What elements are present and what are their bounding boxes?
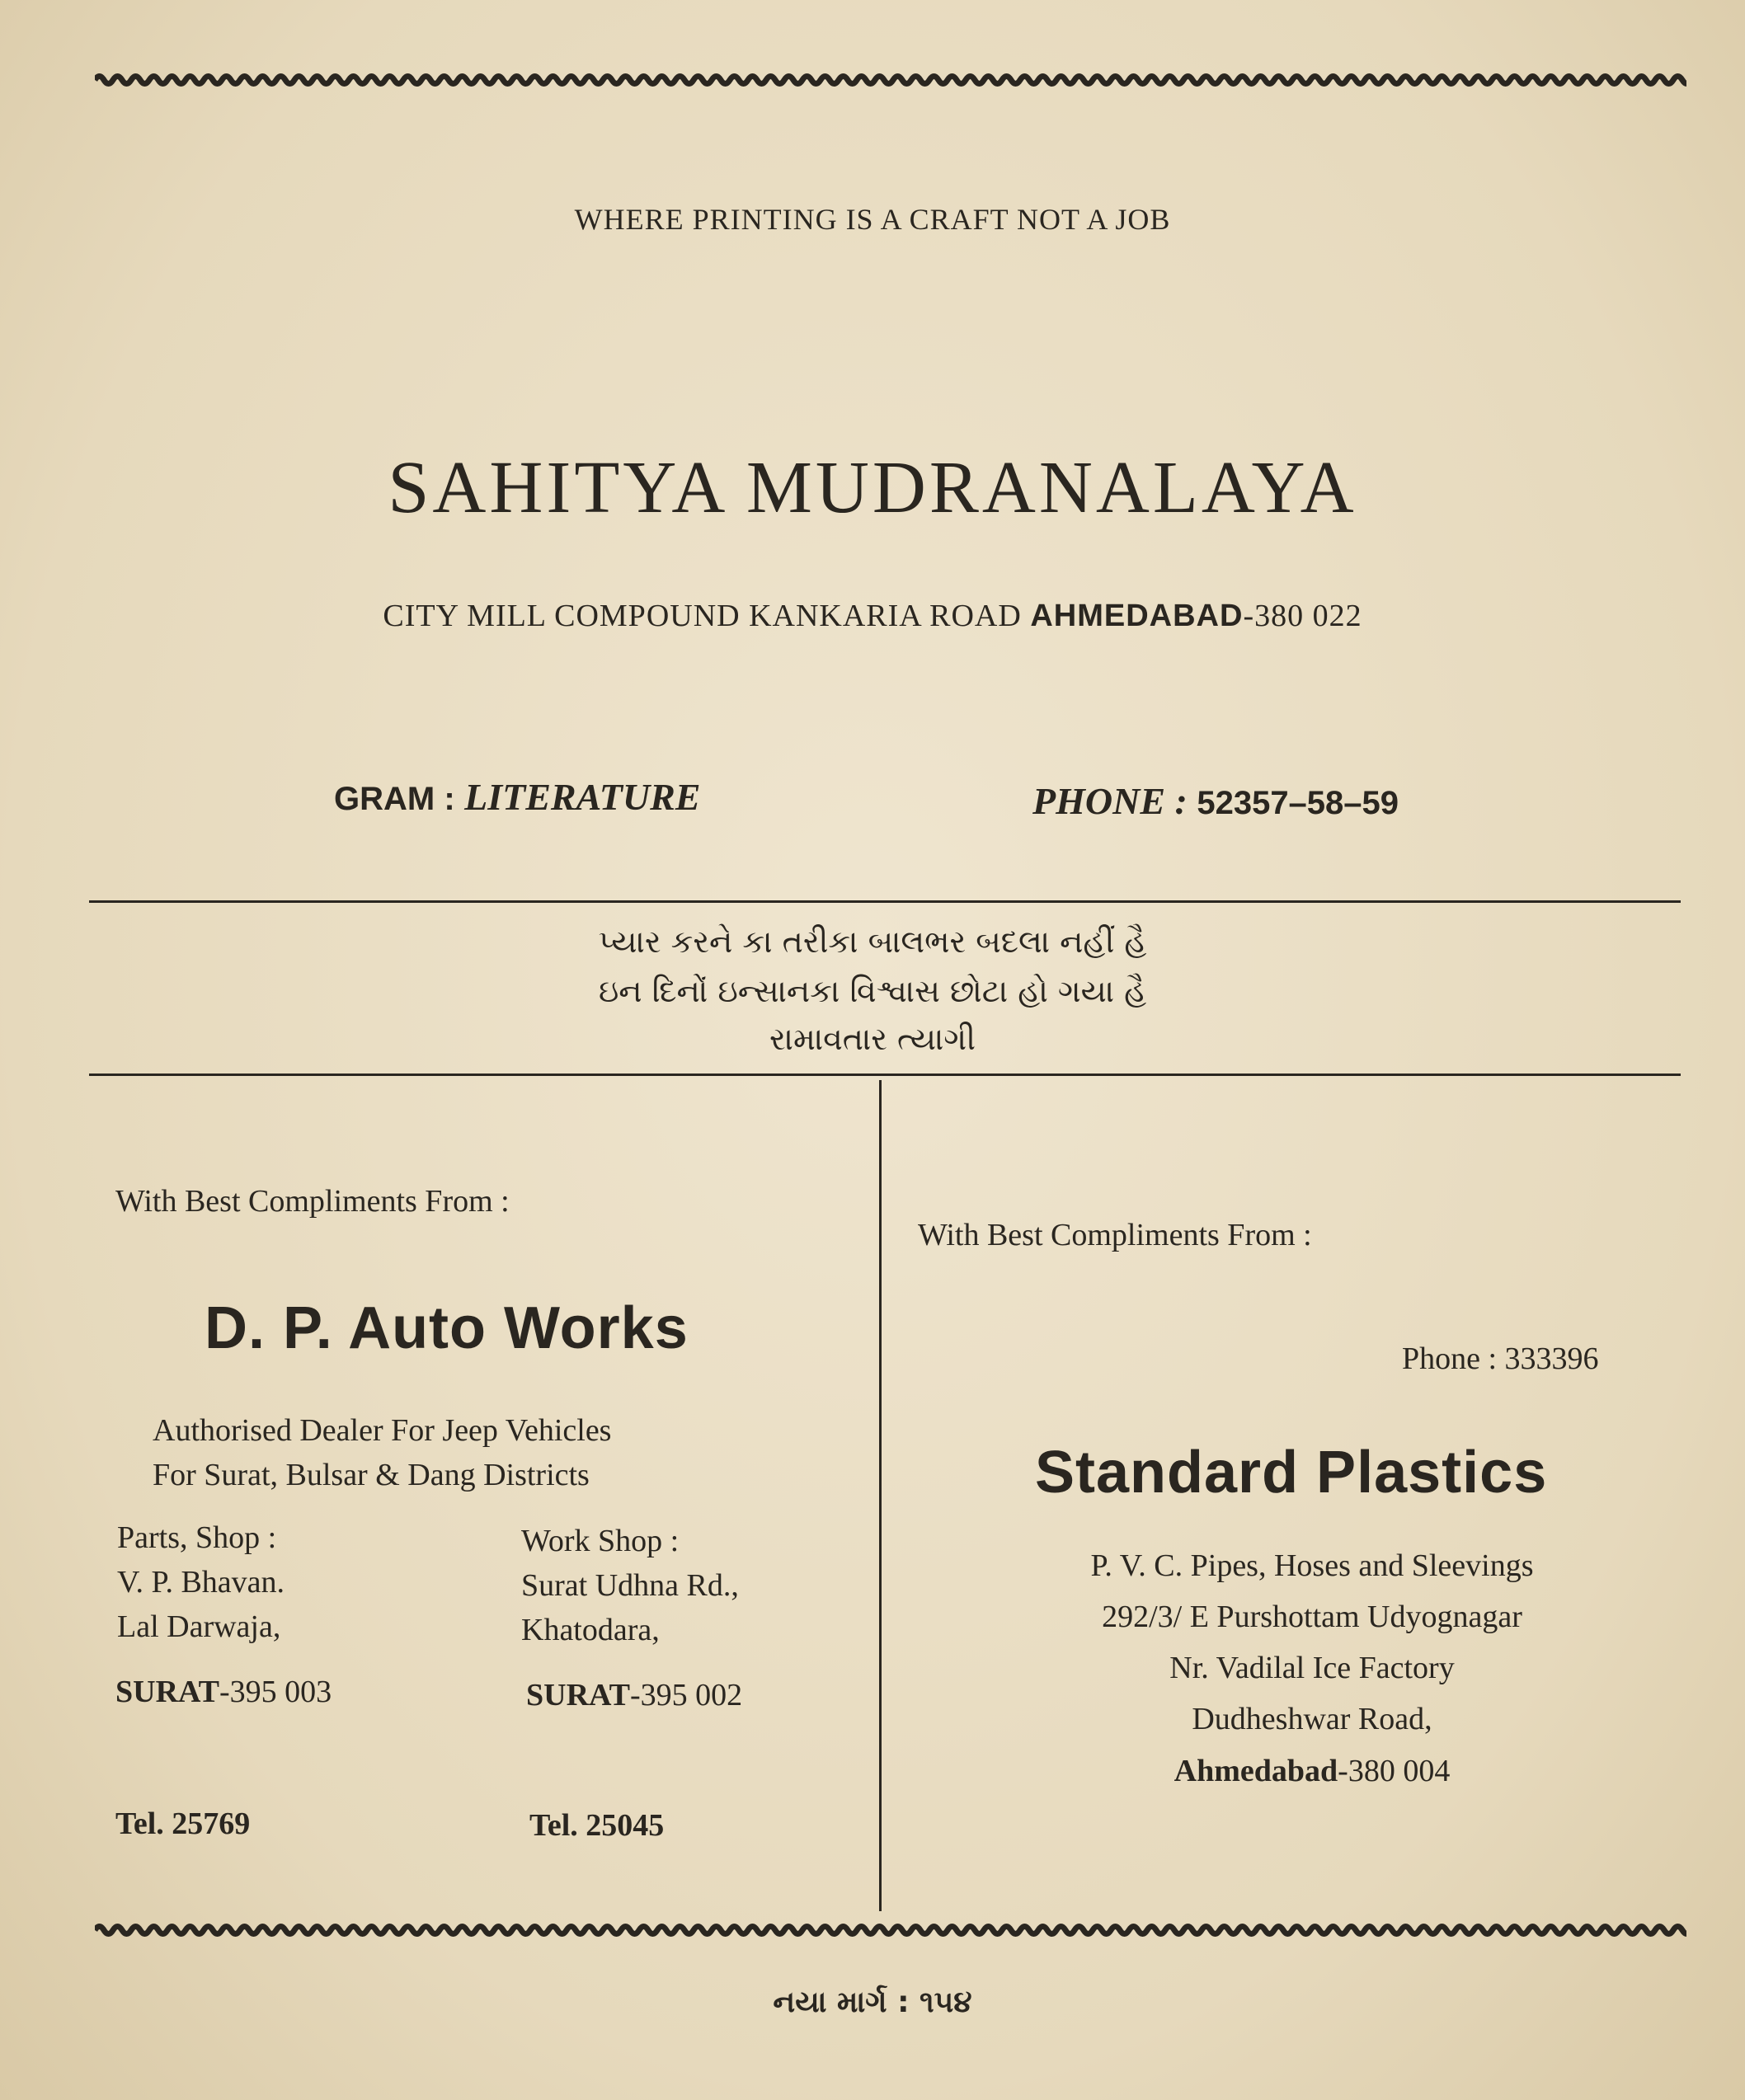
- phone-value: 52357–58–59: [1197, 785, 1399, 821]
- work-shop-heading: Work Shop :: [521, 1524, 680, 1558]
- address-pin: -380 022: [1243, 599, 1362, 633]
- work-shop-line-1: Surat Udhna Rd.,: [521, 1568, 739, 1603]
- left-desc-line-1: Authorised Dealer For Jeep Vehicles: [153, 1413, 612, 1448]
- bottom-wavy-border: [95, 1918, 1686, 1943]
- parts-shop-line-1: V. P. Bhavan.: [117, 1565, 285, 1600]
- gram-line: [334, 775, 700, 819]
- divider-upper: [89, 900, 1681, 903]
- right-line-2: 292/3/ E Purshottam Udyognagar: [1102, 1600, 1522, 1634]
- parts-shop-pin: -395 003: [219, 1675, 332, 1709]
- right-pin: -380 004: [1338, 1754, 1451, 1788]
- work-shop-line-2: Khatodara,: [521, 1613, 660, 1647]
- right-compliments: With Best Compliments From :: [918, 1218, 1312, 1252]
- divider-lower: [89, 1073, 1681, 1076]
- right-city-name: Ahmedabad: [1174, 1754, 1338, 1788]
- top-wavy-border: [95, 68, 1686, 92]
- gram-label: GRAM :: [334, 781, 455, 817]
- right-line-3: Nr. Vadilal Ice Factory: [1169, 1651, 1455, 1685]
- left-desc-line-2: For Surat, Bulsar & Dang Districts: [153, 1458, 590, 1492]
- verse-line-1: પ્યાર કરને કા તરીકા બાલભર બદલા નહીં હૈ: [598, 923, 1147, 960]
- work-shop-tel: Tel. 25045: [529, 1808, 665, 1843]
- parts-shop-city: [115, 1674, 332, 1710]
- parts-shop-line-2: Lal Darwaja,: [117, 1609, 281, 1644]
- parts-shop-tel: Tel. 25769: [115, 1806, 251, 1841]
- parts-shop-city-name: SURAT: [115, 1675, 219, 1709]
- tagline: WHERE PRINTING IS A CRAFT NOT A JOB: [574, 203, 1171, 236]
- work-shop-city: [526, 1677, 742, 1713]
- right-line-1: P. V. C. Pipes, Hoses and Sleevings: [1090, 1548, 1534, 1583]
- verse-author: રામાવતાર ત્યાગી: [769, 1021, 976, 1057]
- right-business-name: Standard Plastics: [1035, 1440, 1548, 1506]
- gram-value: LITERATURE: [464, 776, 701, 818]
- right-city: [879, 1753, 1745, 1789]
- right-line-4: Dudheshwar Road,: [1192, 1702, 1432, 1736]
- page-title: SAHITYA MUDRANALAYA: [388, 447, 1357, 529]
- phone-label: PHONE :: [1032, 780, 1188, 822]
- left-business-name: D. P. Auto Works: [205, 1295, 689, 1361]
- address: [0, 598, 1745, 634]
- left-compliments: With Best Compliments From :: [115, 1184, 510, 1219]
- work-shop-city-name: SURAT: [526, 1678, 630, 1712]
- page-footer: નયા માર્ગ : ૧૫૪: [773, 1985, 972, 2019]
- parts-shop-heading: Parts, Shop :: [117, 1520, 277, 1555]
- phone-line: [1032, 779, 1399, 823]
- work-shop-pin: -395 002: [630, 1678, 743, 1712]
- right-phone: Phone : 333396: [1402, 1341, 1599, 1376]
- address-street: CITY MILL COMPOUND KANKARIA ROAD: [383, 599, 1022, 633]
- address-city: AHMEDABAD: [1030, 599, 1244, 633]
- verse-line-2: ઇન દિનોં ઇન્સાનકા વિશ્વાસ છોટા હો ગયા હૈ: [598, 973, 1147, 1009]
